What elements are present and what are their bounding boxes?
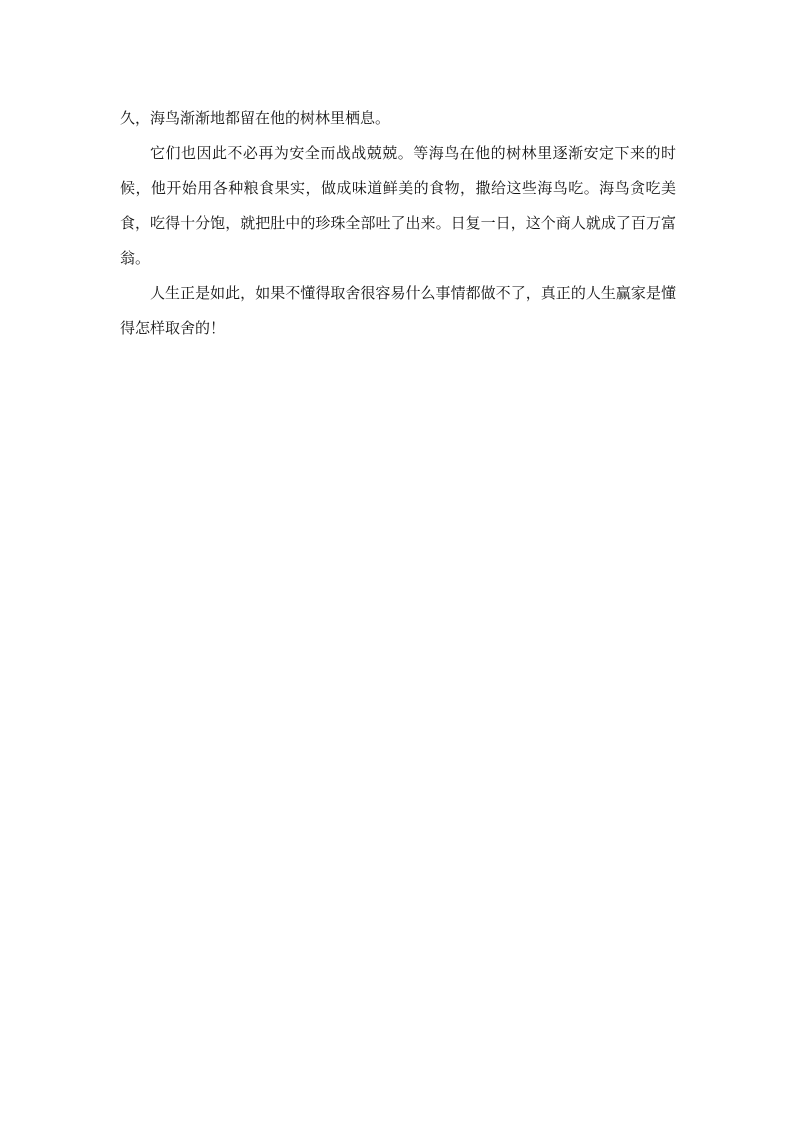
- document-body: [120, 101, 676, 346]
- paragraph-continuation: 久，海鸟渐渐地都留在他的树林里栖息。: [120, 109, 391, 127]
- paragraph-life-lesson: 人生正是如此，如果不懂得取舍很容易什么事情都做不了，真正的人生赢家是懂得怎样取舍的！: [120, 284, 676, 337]
- paragraph-seabirds-pearls: 它们也因此不必再为安全而战战兢兢。等海鸟在他的树林里逐渐安定下来的时候，他开始用各种粮食果实，做成味道鲜美的食物，撒给这些海鸟吃。海鸟贪吃美食，吃得十分饱，就把肚中的珍珠全部吐了出来。日复一日，这个商人就成了百万富翁。: [120, 144, 676, 267]
